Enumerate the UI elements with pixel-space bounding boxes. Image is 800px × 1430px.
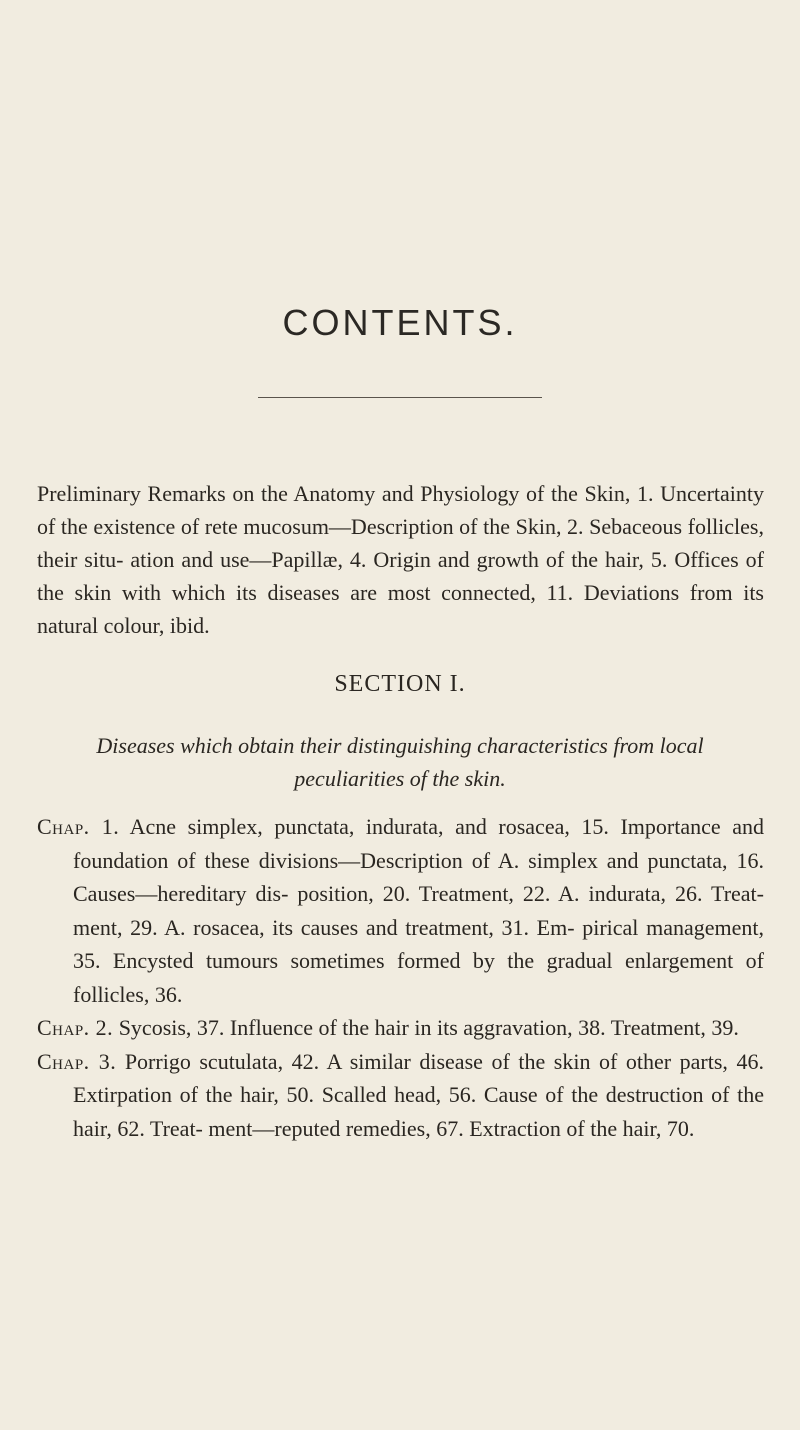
chapter-entry bbox=[37, 810, 764, 1011]
section-heading: SECTION I. bbox=[334, 671, 466, 697]
chapter-entry bbox=[37, 1011, 764, 1045]
chapter-entry bbox=[37, 1045, 764, 1146]
section-subtitle: Diseases which obtain their distinguishing characteristics from local peculiarities of the skin. bbox=[96, 733, 704, 791]
preliminary-remarks: Preliminary Remarks on the Anatomy and Physiology of the Skin, 1. Uncertainty of the existence of rete mucosum—Description of the Skin, 2. Sebaceous follicles, their situ- ation and use—Papillæ, 4. Origin and growth of the hair, 5. Offices of the skin with which its diseases are most connected, 11. Deviations from its natural colour, ibid. bbox=[37, 481, 764, 638]
chapter-label: Chap. 1. bbox=[37, 814, 120, 839]
chapter-text: Porrigo scutulata, 42. A similar disease of the skin of other parts, 46. Extirpation of the hair, 50. Scalled head, 56. Cause of the destruction of the hair, 62. Treat- ment—reputed remedies, 67. Extraction of the hair, 70. bbox=[73, 1048, 764, 1141]
chapter-text: Sycosis, 37. Influence of the hair in its aggravation, 38. Treatment, 39. bbox=[118, 1015, 739, 1040]
chapter-label: Chap. 2. bbox=[37, 1015, 114, 1040]
chapter-label: Chap. 3. bbox=[37, 1048, 117, 1074]
page-title: CONTENTS. bbox=[282, 302, 518, 343]
chapter-text: Acne simplex, punctata, indurata, and rosacea, 15. Importance and foundation of these divisions—Description of A. simplex and punctata, 16. Causes—hereditary dis- position, 20. Treatment, 22. A. indurata, 26. Treat- ment, 29. A. rosacea, its causes and treatment, 31. Em- pirical management, 35. Encysted tumours sometimes formed by the gradual enlargement of follicles, 36. bbox=[73, 814, 764, 1007]
title-rule bbox=[258, 397, 542, 398]
chapter-list bbox=[37, 810, 764, 1145]
